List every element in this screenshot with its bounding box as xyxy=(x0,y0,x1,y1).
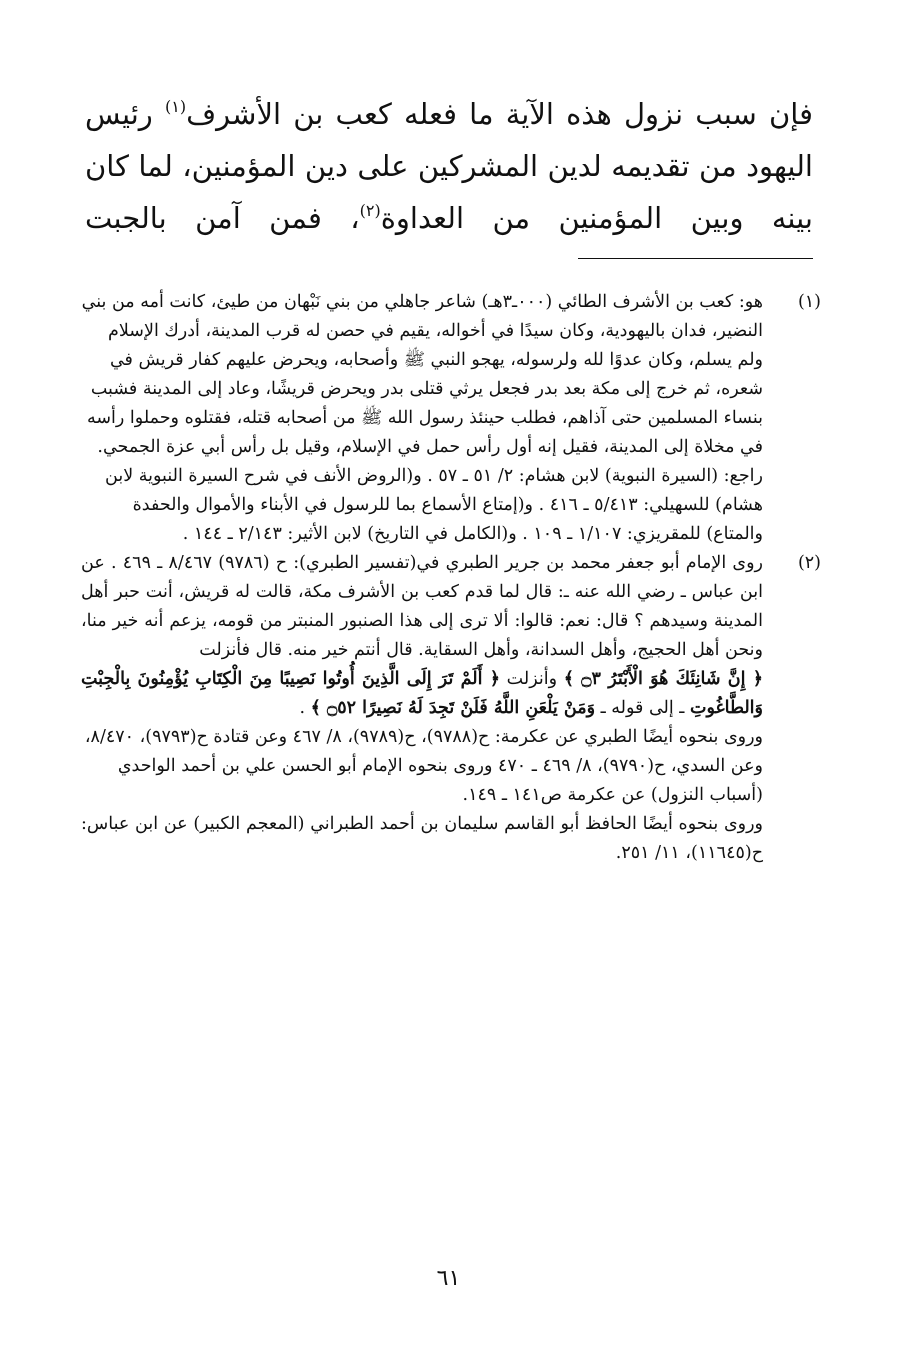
page-number: ٦١ xyxy=(436,1266,461,1291)
footnotes xyxy=(81,288,821,868)
narration-text: روى الإمام أبو جعفر محمد بن جرير الطبري في(تفسير الطبري): ح (٩٧٨٦) ٨/٤٦٧ ـ ٤٦٩ . عن ابن عباس ـ رضي الله عنه ـ: قال لما قدم كعب بن الأشرف مكة، قالت له قريش، أنت حبر أهل المدينة وسيدهم ؟ قال: نعم: قالوا: ألا ترى إلى هذا الصنبور المنبتر من قومه، يزعم أنه خير منا، ونحن أهل الحجيج، وأهل السدانة، وأهل السقاية. قال أنتم خير منه. قال فأنزلت xyxy=(81,553,763,660)
main-text xyxy=(85,88,813,244)
narration-text: ـ إلى قوله ـ xyxy=(600,698,690,718)
footnote-separator xyxy=(578,258,813,259)
quran-verse: ﴿ أَلَمْ تَرَ إِلَى الَّذِينَ أُوتُوا نَصِيبًا مِنَ الْكِتَابِ يُؤْمِنُونَ بِالْجِبْتِ وَالطَّاغُوتِ xyxy=(81,669,763,718)
footnote-number: (١) xyxy=(797,292,821,312)
footnote-continuation: وروى بنحوه أيضًا الحافظ أبو القاسم سليمان بن أحمد الطبراني (المعجم الكبير) عن ابن عباس: ح(١١٦٤٥)، ١١/ ٢٥١. xyxy=(81,814,763,863)
main-text-part-3: ، فمن آمن بالجبت xyxy=(85,201,360,235)
footnote-references: راجع: (السيرة النبوية) لابن هشام: ٢/ ٥١ ـ ٥٧ . و(الروض الأنف في شرح السيرة النبوية لابن هشام) للسهيلي: ٥/٤١٣ ـ ٤١٦ . و(إمتاع الأسماع بما للرسول في الأبناء والأموال والحفدة والمتاع) للمقريزي: ١/١٠٧ ـ ١٠٩ . و(الكامل في التاريخ) لابن الأثير: ٢/١٤٣ ـ ١٤٤ . xyxy=(105,466,763,544)
footnote-other-narrations: وروى بنحوه أيضًا الطبري عن عكرمة: ح(٩٧٨٨)، ح(٩٧٨٩)، ٨/ ٤٦٧ وعن قتادة ح(٩٧٩٣)، ٨/٤٧٠، وعن السدي، ح(٩٧٩٠)، ٨/ ٤٦٩ ـ ٤٧٠ وروى بنحوه الإمام أبو الحسن علي بن أحمد الواحدي (أسباب النزول) عن عكرمة ص١٤١ ـ ١٤٩. xyxy=(84,727,763,805)
main-text-part-2: رئيس اليهود من تقديمه لدين المشركين على دين المؤمنين، لما كان بينه وبين المؤمنين من العداوة xyxy=(85,97,813,235)
footnote-body xyxy=(81,549,763,810)
footnote-body xyxy=(81,288,763,549)
narration-text: وأنزلت xyxy=(499,669,564,689)
quran-verse: وَمَنْ يَلْعَنِ اللَّهُ فَلَنْ تَجِدَ لَهُ نَصِيرًا ۝٥٢ ﴾ xyxy=(310,698,596,718)
footnote-ref-2[interactable]: (٢) xyxy=(359,201,381,220)
footnote-1 xyxy=(81,288,821,549)
footnote-2 xyxy=(81,549,821,810)
main-text-part-1: فإن سبب نزول هذه الآية ما فعله كعب بن الأشرف xyxy=(186,97,813,131)
footnote-number: (٢) xyxy=(797,553,821,573)
footnote-narration xyxy=(81,549,763,723)
main-paragraph xyxy=(85,88,813,244)
footnote-ref-1[interactable]: (١) xyxy=(164,97,187,116)
quran-verse: ﴿ إِنَّ شَانِئَكَ هُوَ الْأَبْتَرُ ۝٣ ﴾ xyxy=(563,669,763,689)
footnote-biography: هو: كعب بن الأشرف الطائي (٠٠٠ـ٣هـ) شاعر جاهلي من بني نَبْهان من طيئ، كانت أمه من بني النضير، فدان باليهودية، وكان سيدًا في أخواله، يقيم في حصن له قرب المدينة، أدرك الإسلام ولم يسلم، وكان عدوًا لله ولرسوله، يهجو النبي ﷺ وأصحابه، ويحرض عليهم كفار قريش في شعره، ثم خرج إلى مكة بعد بدر فجعل يرثي قتلى بدر ويحرض قريشًا، وعاد إلى المدينة فشبب بنساء المسلمين حتى آذاهم، فطلب حينئذ رسول الله ﷺ من أصحابه قتله، فقتلوه وحملوا رأسه في مخلاة إلى المدينة، فقيل إنه أول رأس حمل في الإسلام، وقيل بل رأس أبي عزة الجمحي. xyxy=(81,292,763,457)
narration-text: . xyxy=(299,698,311,718)
